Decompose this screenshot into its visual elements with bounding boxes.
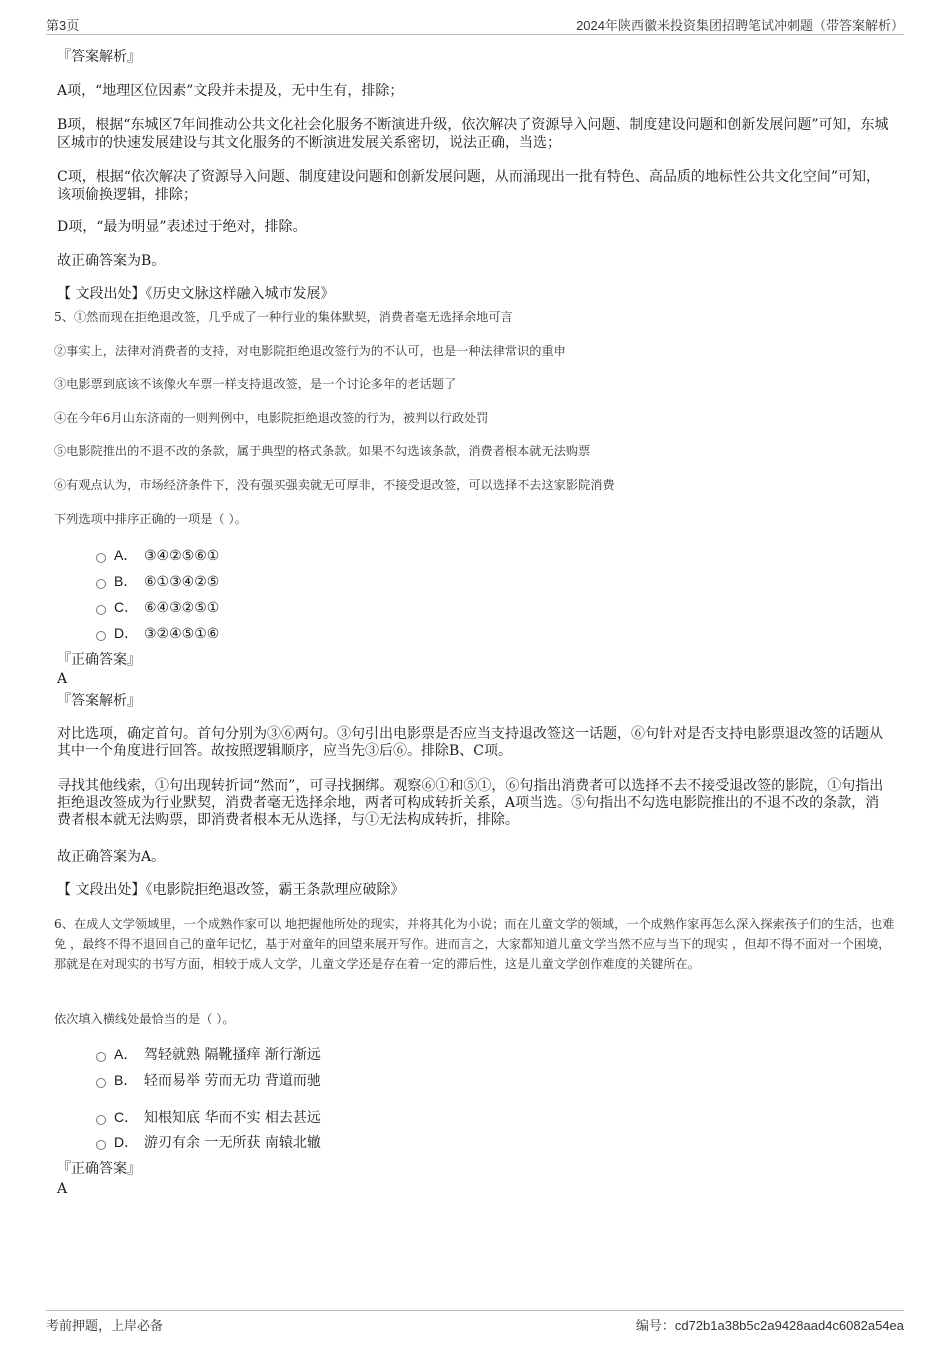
q5-answer: A	[57, 671, 68, 687]
q5-option-b[interactable]: B． ⑥①③④②⑤	[96, 572, 219, 591]
q6-prompt: 依次填入横线处最恰当的是（ ）。	[54, 1012, 235, 1026]
q5-source: 【 文段出处】《电影院拒绝退改签，霸王条款理应破除》	[57, 882, 405, 898]
q6-stem: 6、在成人文学领域里，一个成熟作家可以 地把握他所处的现实，并将其化为小说；而在儿童文学的领域，一个成熟作家再怎么深入探索孩子们的生活，也难免 ，最终不得不退回自己的童年记忆，基于对童年的回望来展开写作。进而言之，大家都知道儿童文学当然不应与当下的现实 ，但却不得不面对一个困境，那就是在对现实的书写方面，相较于成人文学，儿童文学还是存在着一定的滞后性，这是儿童文学创作难度的关键所在。	[54, 917, 895, 971]
radio-icon[interactable]	[96, 1078, 106, 1088]
radio-icon[interactable]	[96, 1052, 106, 1062]
q5-analysis-2: 寻找其他线索，①句出现转折词“然而”，可寻找捆绑。观察⑥①和⑤①，⑥句指出消费者可以选择不去不接受退改签的影院，①句指出拒绝退改签成为行业默契，消费者毫无选择余地，两者可构成转折关系，A项当选。⑤句指出不勾选电影院推出的不退不改的条款，消费者根本就无法购票，即消费者根本无从选择，与①无法构成转折，排除。	[57, 778, 884, 828]
q5-analysis-heading: 『答案解析』	[57, 693, 141, 709]
page-footer	[46, 1310, 904, 1335]
radio-icon[interactable]	[96, 605, 106, 615]
q4-source: 【 文段出处】《历史文脉这样融入城市发展》	[57, 286, 335, 302]
q6-option-a[interactable]: A． 驾轻就熟 隔靴搔痒 渐行渐远	[96, 1045, 321, 1064]
q4-conclusion: 故正确答案为B。	[57, 253, 166, 269]
q4-analysis-c: C项，根据“依次解决了资源导入问题、制度建设问题和创新发展问题，从而涌现出一批有特色、高品质的地标性公共文化空间”可知，该项偷换逻辑，排除；	[57, 169, 881, 203]
q5-option-a[interactable]: A． ③④②⑤⑥①	[96, 546, 219, 565]
radio-icon[interactable]	[96, 631, 106, 641]
q5-analysis-1: 对比选项，确定首句。首句分别为③⑥两句。③句引出电影票是否应当支持退改签这一话题，⑥句针对是否支持电影票退改签的话题从其中一个角度进行回答。故按照逻辑顺序，应当先③后⑥。排除B、C项。	[57, 726, 883, 759]
q4-analysis-heading: 『答案解析』	[57, 49, 141, 65]
q5-conclusion: 故正确答案为A。	[57, 849, 166, 865]
q5-answer-heading: 『正确答案』	[57, 652, 141, 668]
q5-sentence-2: ②事实上，法律对消费者的支持，对电影院拒绝退改签行为的不认可，也是一种法律常识的重申	[54, 344, 566, 358]
q5-option-d[interactable]: D． ③②④⑤①⑥	[96, 624, 219, 643]
q5-sentence-1: 5、①然而现在拒绝退改签，几乎成了一种行业的集体默契，消费者毫无选择余地可言	[54, 310, 513, 324]
q5-sentence-4: ④在今年6月山东济南的一则判例中，电影院拒绝退改签的行为，被判以行政处罚	[54, 411, 489, 425]
q6-option-d[interactable]: D． 游刃有余 一无所获 南辕北辙	[96, 1133, 321, 1152]
radio-icon[interactable]	[96, 1115, 106, 1125]
q6-answer: A	[57, 1181, 68, 1197]
q4-analysis-d: D项，“最为明显”表述过于绝对，排除。	[57, 219, 307, 235]
radio-icon[interactable]	[96, 553, 106, 563]
document-title: 2024年陕西徽米投资集团招聘笔试冲刺题（带答案解析）	[576, 18, 904, 33]
q6-answer-heading: 『正确答案』	[57, 1161, 141, 1177]
q4-analysis-b: B项，根据“东城区7年间推动公共文化社会化服务不断演进升级，依次解决了资源导入问题、制度建设问题和创新发展问题”可知，东城区城市的快速发展建设与其文化服务的不断演进发展关系密切，说法正确，当选；	[57, 117, 889, 151]
q6-option-b[interactable]: B． 轻而易举 劳而无功 背道而驰	[96, 1071, 321, 1090]
document-code-label: 编号：	[635, 1318, 675, 1333]
q4-analysis-a: A项，“地理区位因素”文段并未提及，无中生有，排除；	[57, 83, 404, 99]
radio-icon[interactable]	[96, 1140, 106, 1150]
q5-sentence-3: ③电影票到底该不该像火车票一样支持退改签，是一个讨论多年的老话题了	[54, 377, 457, 391]
q5-option-c[interactable]: C． ⑥④③②⑤①	[96, 598, 219, 617]
document-code	[636, 1315, 904, 1334]
page-number: 第3页	[46, 18, 80, 33]
document-code-value: cd72b1a38b5c2a9428aad4c6082a54ea	[674, 1318, 904, 1333]
q5-sentence-6: ⑥有观点认为，市场经济条件下，没有强买强卖就无可厚非，不接受退改签，可以选择不去这家影院消费	[54, 478, 615, 492]
q6-option-c[interactable]: C． 知根知底 华而不实 相去甚远	[96, 1108, 321, 1127]
page-header	[46, 14, 904, 35]
radio-icon[interactable]	[96, 579, 106, 589]
footer-slogan: 考前押题，上岸必备	[46, 1318, 164, 1333]
q5-prompt: 下列选项中排序正确的一项是（ ）。	[54, 512, 247, 526]
q5-sentence-5: ⑤电影院推出的不退不改的条款，属于典型的格式条款。如果不勾选该条款，消费者根本就无法购票	[54, 444, 591, 458]
